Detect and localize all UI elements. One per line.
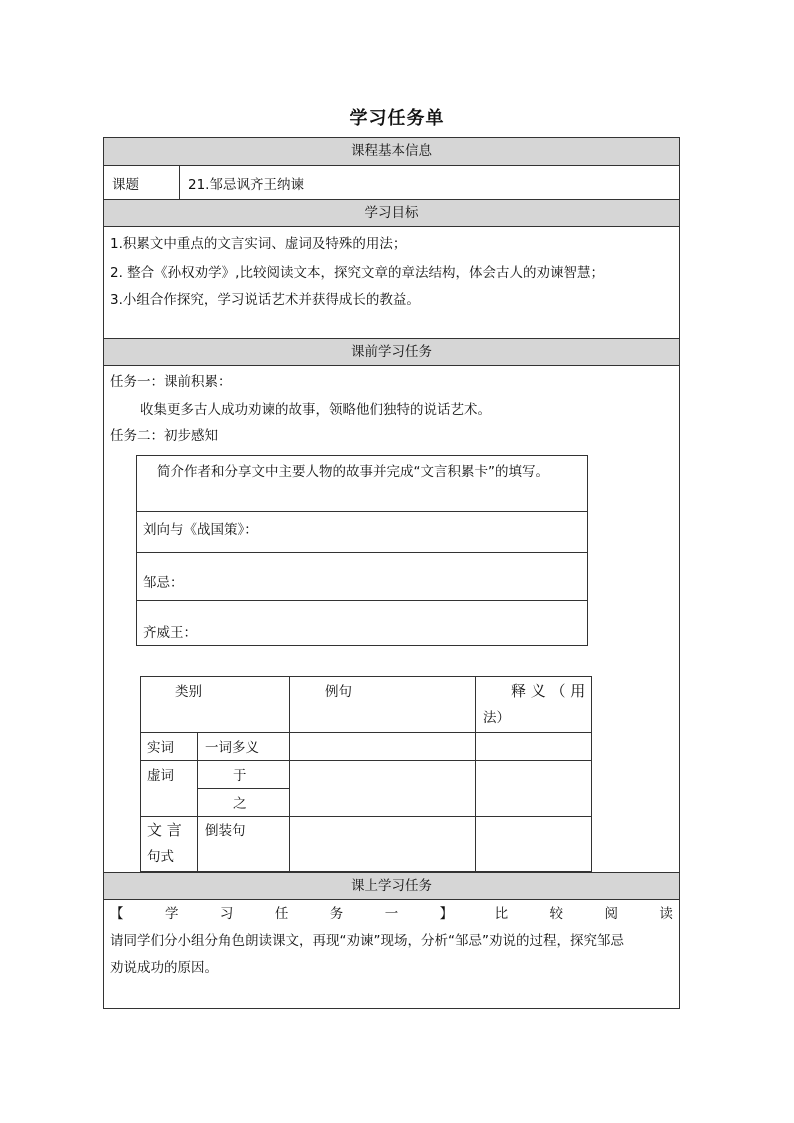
heading-char: 比 [494,906,509,922]
in-class-task-line: 劝说成功的原因。 [110,960,218,976]
grid-header-meaning-cont: 法） [483,710,510,726]
in-class-task-heading [110,902,673,922]
goal-item: 3.小组合作探究，学习说话艺术并获得成长的教益。 [110,292,420,308]
goal-item: 2. 整合《孙权劝学》,比较阅读文本，探究文章的章法结构，体会古人的劝谏智慧； [110,265,604,281]
section-header-in-class: 课上学习任务 [104,872,679,900]
grid-header-example: 例句 [325,684,352,700]
card-intro: 简介作者和分享文中主要人物的故事并完成“文言积累卡”的填写。 [157,464,549,480]
lesson-label: 课题 [112,177,139,193]
heading-char: 较 [549,906,563,922]
page-title: 学习任务单 [349,108,445,129]
grid-cell-jushi: 句式 [147,849,174,865]
heading-char: 任 [274,906,289,922]
task-sheet-table [103,137,680,1009]
card-row-qiweiwang: 齐威王： [143,625,197,641]
classical-chinese-grid [140,676,592,872]
section-header-pre-class: 课前学习任务 [104,338,679,366]
goal-item: 1.积累文中重点的文言实词、虚词及特殊的用法； [110,236,407,252]
heading-char: 阅 [604,906,618,922]
lesson-value: 21.邹忌讽齐王纳谏 [188,177,304,193]
grid-cell-daozhuang: 倒装句 [205,823,246,839]
grid-cell-xuci: 虚词 [147,768,174,784]
grid-cell-yiciduoyi: 一词多义 [205,740,259,756]
heading-char: 一 [384,906,399,922]
grid-cell-shici: 实词 [147,740,174,756]
grid-header-category: 类别 [175,684,202,700]
task2-title: 任务二：初步感知 [110,428,218,444]
heading-char: 习 [219,906,234,922]
heading-char: 】 [439,906,454,922]
heading-char: 务 [329,906,344,922]
heading-char: 读 [659,906,673,922]
task1-title: 任务一：课前积累： [110,374,232,390]
section-header-basic-info: 课程基本信息 [104,138,679,166]
accumulation-card [136,455,588,646]
card-row-liuxiang: 刘向与《战国策》： [143,522,258,538]
grid-cell-yu: 于 [233,768,247,784]
heading-char: 【 [110,906,124,922]
divider [179,166,180,199]
grid-cell-zhi: 之 [233,796,247,812]
task1-body: 收集更多古人成功劝谏的故事，领略他们独特的说话艺术。 [140,402,491,418]
card-row-zouji: 邹忌： [143,575,184,591]
in-class-task-line: 请同学们分小组分角色朗读课文，再现“劝谏”现场，分析“邹忌”劝说的过程，探究邹忌 [110,933,624,949]
grid-cell-wenyan: 文 言 [147,821,182,839]
grid-header-meaning: 释 义 （ 用 [511,682,586,700]
heading-char: 学 [164,906,179,922]
section-header-goals: 学习目标 [104,199,679,227]
